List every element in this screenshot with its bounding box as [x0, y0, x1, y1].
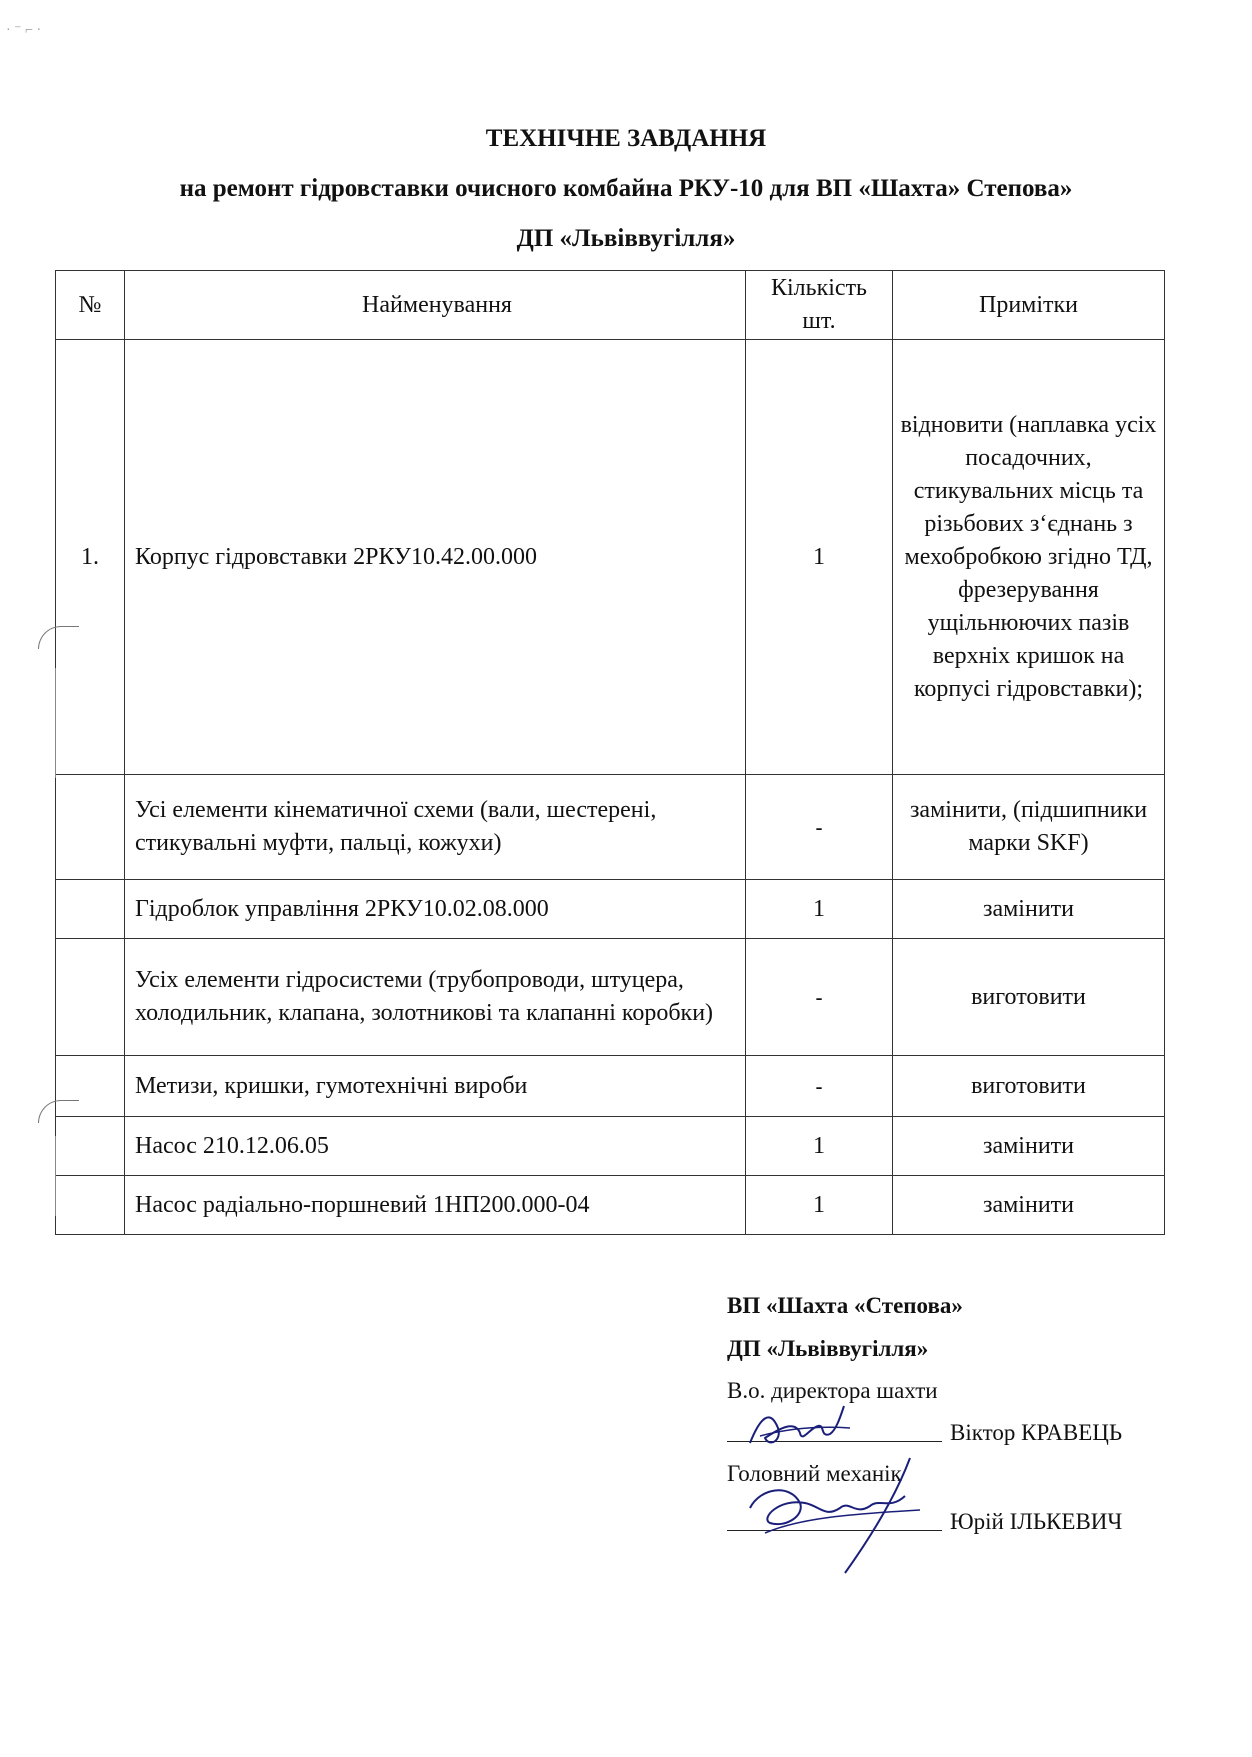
binder-hole-line: [55, 1136, 56, 1216]
row-num: [56, 1117, 125, 1176]
handwritten-signature-mechanic: [730, 1448, 930, 1578]
row-note: замінити: [893, 1117, 1165, 1176]
name-director: Віктор КРАВЕЦЬ: [950, 1420, 1123, 1445]
header-note: Примітки: [893, 271, 1165, 340]
binder-hole-line: [55, 668, 56, 778]
row-name: Насос радіально-поршневий 1НП200.000-04: [125, 1176, 746, 1235]
row-name: Усіх елементи гідросистеми (трубопроводи, штуцера, холодильник, клапана, золотникові та клапанні коробки): [125, 939, 746, 1056]
table-row: [56, 1056, 1165, 1117]
document-title: ТЕХНІЧНЕ ЗАВДАННЯ: [485, 125, 767, 152]
header-qty: [746, 271, 893, 340]
row-note: замінити, (підшипники марки SKF): [893, 775, 1165, 880]
row-name: Насос 210.12.06.05: [125, 1117, 746, 1176]
row-note: відновити (наплавка усіх посадочних, стикувальних місць та різьбових з‘єднань з мехобробкою згідно ТД, фрезерування ущільнюючих пазів верхніх кришок на корпусі гідровставки);: [893, 340, 1165, 775]
row-qty: -: [746, 775, 893, 880]
row-note: замінити: [893, 1176, 1165, 1235]
table-row: [56, 775, 1165, 880]
spec-table: [55, 270, 1165, 1235]
signature-org-line2: ДП «Львіввугілля»: [727, 1336, 929, 1361]
row-name: Метизи, кришки, гумотехнічні вироби: [125, 1056, 746, 1117]
header-num: №: [56, 271, 125, 340]
table-header-row: [56, 271, 1165, 340]
signature-org-line1: ВП «Шахта «Степова»: [727, 1293, 963, 1318]
row-num: 1.: [56, 340, 125, 775]
row-num: [56, 775, 125, 880]
row-name: Усі елементи кінематичної схеми (вали, шестерені, стикувальні муфти, пальці, кожухи): [125, 775, 746, 880]
table-row: [56, 340, 1165, 775]
row-name: Корпус гідровставки 2РКУ10.42.00.000: [125, 340, 746, 775]
row-qty: -: [746, 939, 893, 1056]
row-num: [56, 939, 125, 1056]
row-qty: 1: [746, 1176, 893, 1235]
table-row: [56, 880, 1165, 939]
binder-hole-mark: [38, 1100, 79, 1123]
document-org: ДП «Львіввугілля»: [516, 225, 736, 252]
row-qty: 1: [746, 1117, 893, 1176]
row-qty: 1: [746, 340, 893, 775]
table-row: [56, 1176, 1165, 1235]
table-row: [56, 1117, 1165, 1176]
position-mechanic: Головний механік: [727, 1461, 902, 1486]
row-name: Гідроблок управління 2РКУ10.02.08.000: [125, 880, 746, 939]
row-note: замінити: [893, 880, 1165, 939]
position-director: В.о. директора шахти: [727, 1378, 938, 1403]
table-row: [56, 939, 1165, 1056]
row-num: [56, 880, 125, 939]
header-name: Найменування: [125, 271, 746, 340]
name-mechanic: Юрій ІЛЬКЕВИЧ: [950, 1509, 1123, 1534]
header-qty-label: Кількість шт.: [770, 275, 867, 334]
document-subtitle: на ремонт гідровставки очисного комбайна РКУ-10 для ВП «Шахта» Степова»: [179, 175, 1073, 202]
row-qty: -: [746, 1056, 893, 1117]
row-num: [56, 1176, 125, 1235]
row-note: виготовити: [893, 1056, 1165, 1117]
row-note: виготовити: [893, 939, 1165, 1056]
scan-mark: · ⁻ ⌐ ·: [6, 23, 42, 38]
binder-hole-mark: [38, 626, 79, 649]
row-qty: 1: [746, 880, 893, 939]
